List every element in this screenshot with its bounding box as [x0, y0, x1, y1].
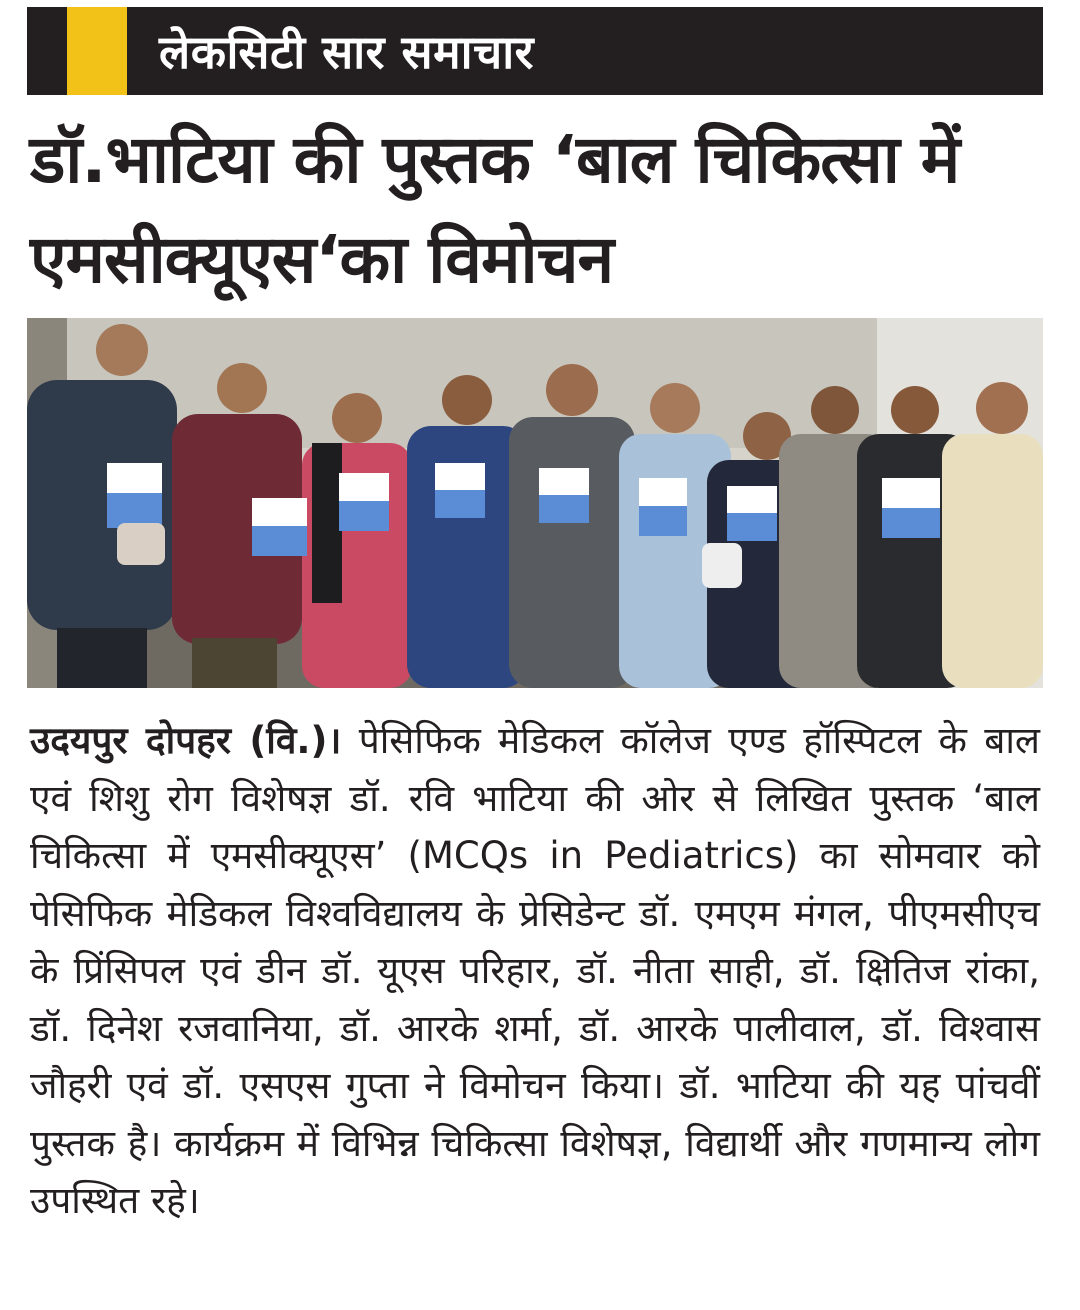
banner-accent-block	[27, 7, 127, 95]
article-body	[30, 712, 1040, 1230]
article-headline: डॉ.भाटिया की पुस्तक ‘बाल चिकित्सा में एमसीक्यूएस‘का विमोचन	[30, 121, 960, 298]
article-text: पेसिफिक मेडिकल कॉलेज एण्ड हॉस्पिटल के बाल एवं शिशु रोग विशेषज्ञ डॉ. रवि भाटिया की ओर से लिखित पुस्तक ‘बाल चिकित्सा में एमसीक्यूएस’ (MCQs in Pediatrics) का सोमवार को पेसिफिक मेडिकल विश्वविद्यालय के प्रेसिडेन्ट डॉ. एमएम मंगल, पीएमसीएच के प्रिंसिपल एवं डीन डॉ. यूएस परिहार, डॉ. नीता साही, डॉ. क्षितिज रांका, डॉ. दिनेश रजवानिया, डॉ. आरके शर्मा, डॉ. आरके पालीवाल, डॉ. विश्वास जौहरी एवं डॉ. एसएस गुप्ता ने विमोचन किया। डॉ. भाटिया की यह पांचवीं पुस्तक है। कार्यक्रम में विभिन्न चिकित्सा विशेषज्ञ, विद्यार्थी और गणमान्य लोग उपस्थित रहे।	[30, 719, 1041, 1222]
section-title: लेकसिटी सार समाचार	[159, 25, 534, 79]
article-dateline: उदयपुर दोपहर (वि.)।	[30, 719, 342, 762]
group-photo	[27, 318, 1043, 688]
section-banner	[27, 7, 1043, 95]
